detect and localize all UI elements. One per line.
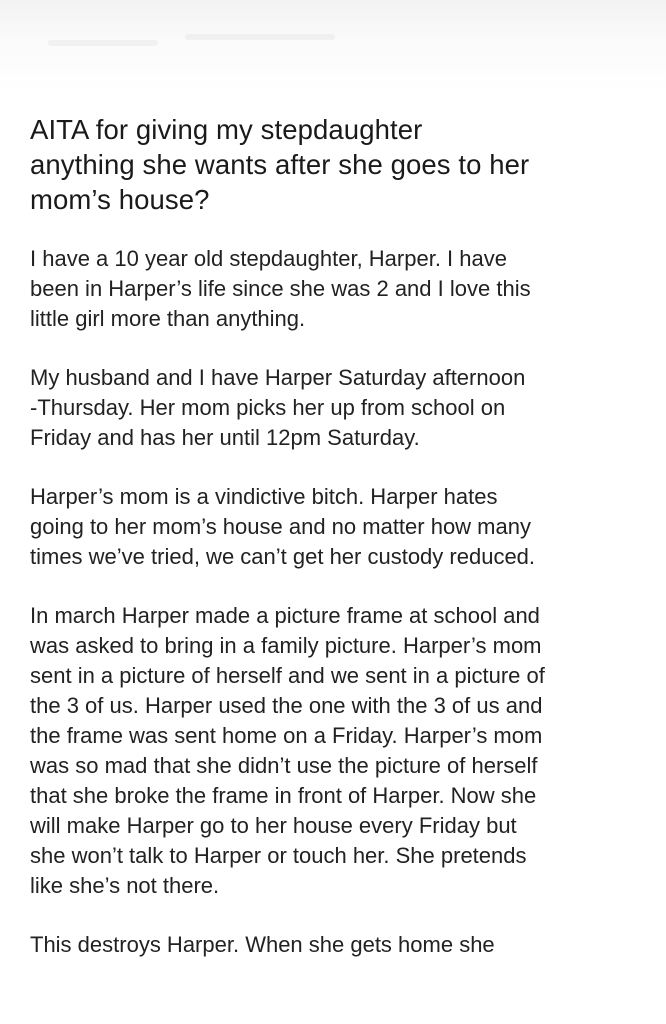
post xyxy=(30,112,640,989)
faded-text-line xyxy=(185,34,335,40)
faded-text-line xyxy=(48,40,158,46)
post-paragraph: In march Harper made a picture frame at school and was asked to bring in a family picture. Harper’s mom sent in a picture of herself and we sent in a picture of the 3 of us. Harper used the one with the 3 of us and the frame was sent home on a Friday. Harper’s mom was so mad that she didn’t use the picture of herself that she broke the frame in front of Harper. Now she will make Harper go to her house every Friday but she won’t talk to Harper or touch her. She pretends like she’s not there. xyxy=(30,603,545,898)
post-paragraph: I have a 10 year old stepdaughter, Harper. I have been in Harper’s life since she was 2 and I love this little girl more than anything. xyxy=(30,246,531,331)
post-body xyxy=(30,244,640,960)
post-paragraph: Harper’s mom is a vindictive bitch. Harper hates going to her mom’s house and no matter how many times we’ve tried, we can’t get her custody reduced. xyxy=(30,484,536,569)
post-paragraph: This destroys Harper. When she gets home she xyxy=(30,932,495,957)
post-paragraph: My husband and I have Harper Saturday afternoon -Thursday. Her mom picks her up from school on Friday and has her until 12pm Saturday. xyxy=(30,365,526,450)
post-title: AITA for giving my stepdaughter anything she wants after she goes to her mom’s house? xyxy=(30,114,530,215)
top-faded-header xyxy=(0,0,666,90)
